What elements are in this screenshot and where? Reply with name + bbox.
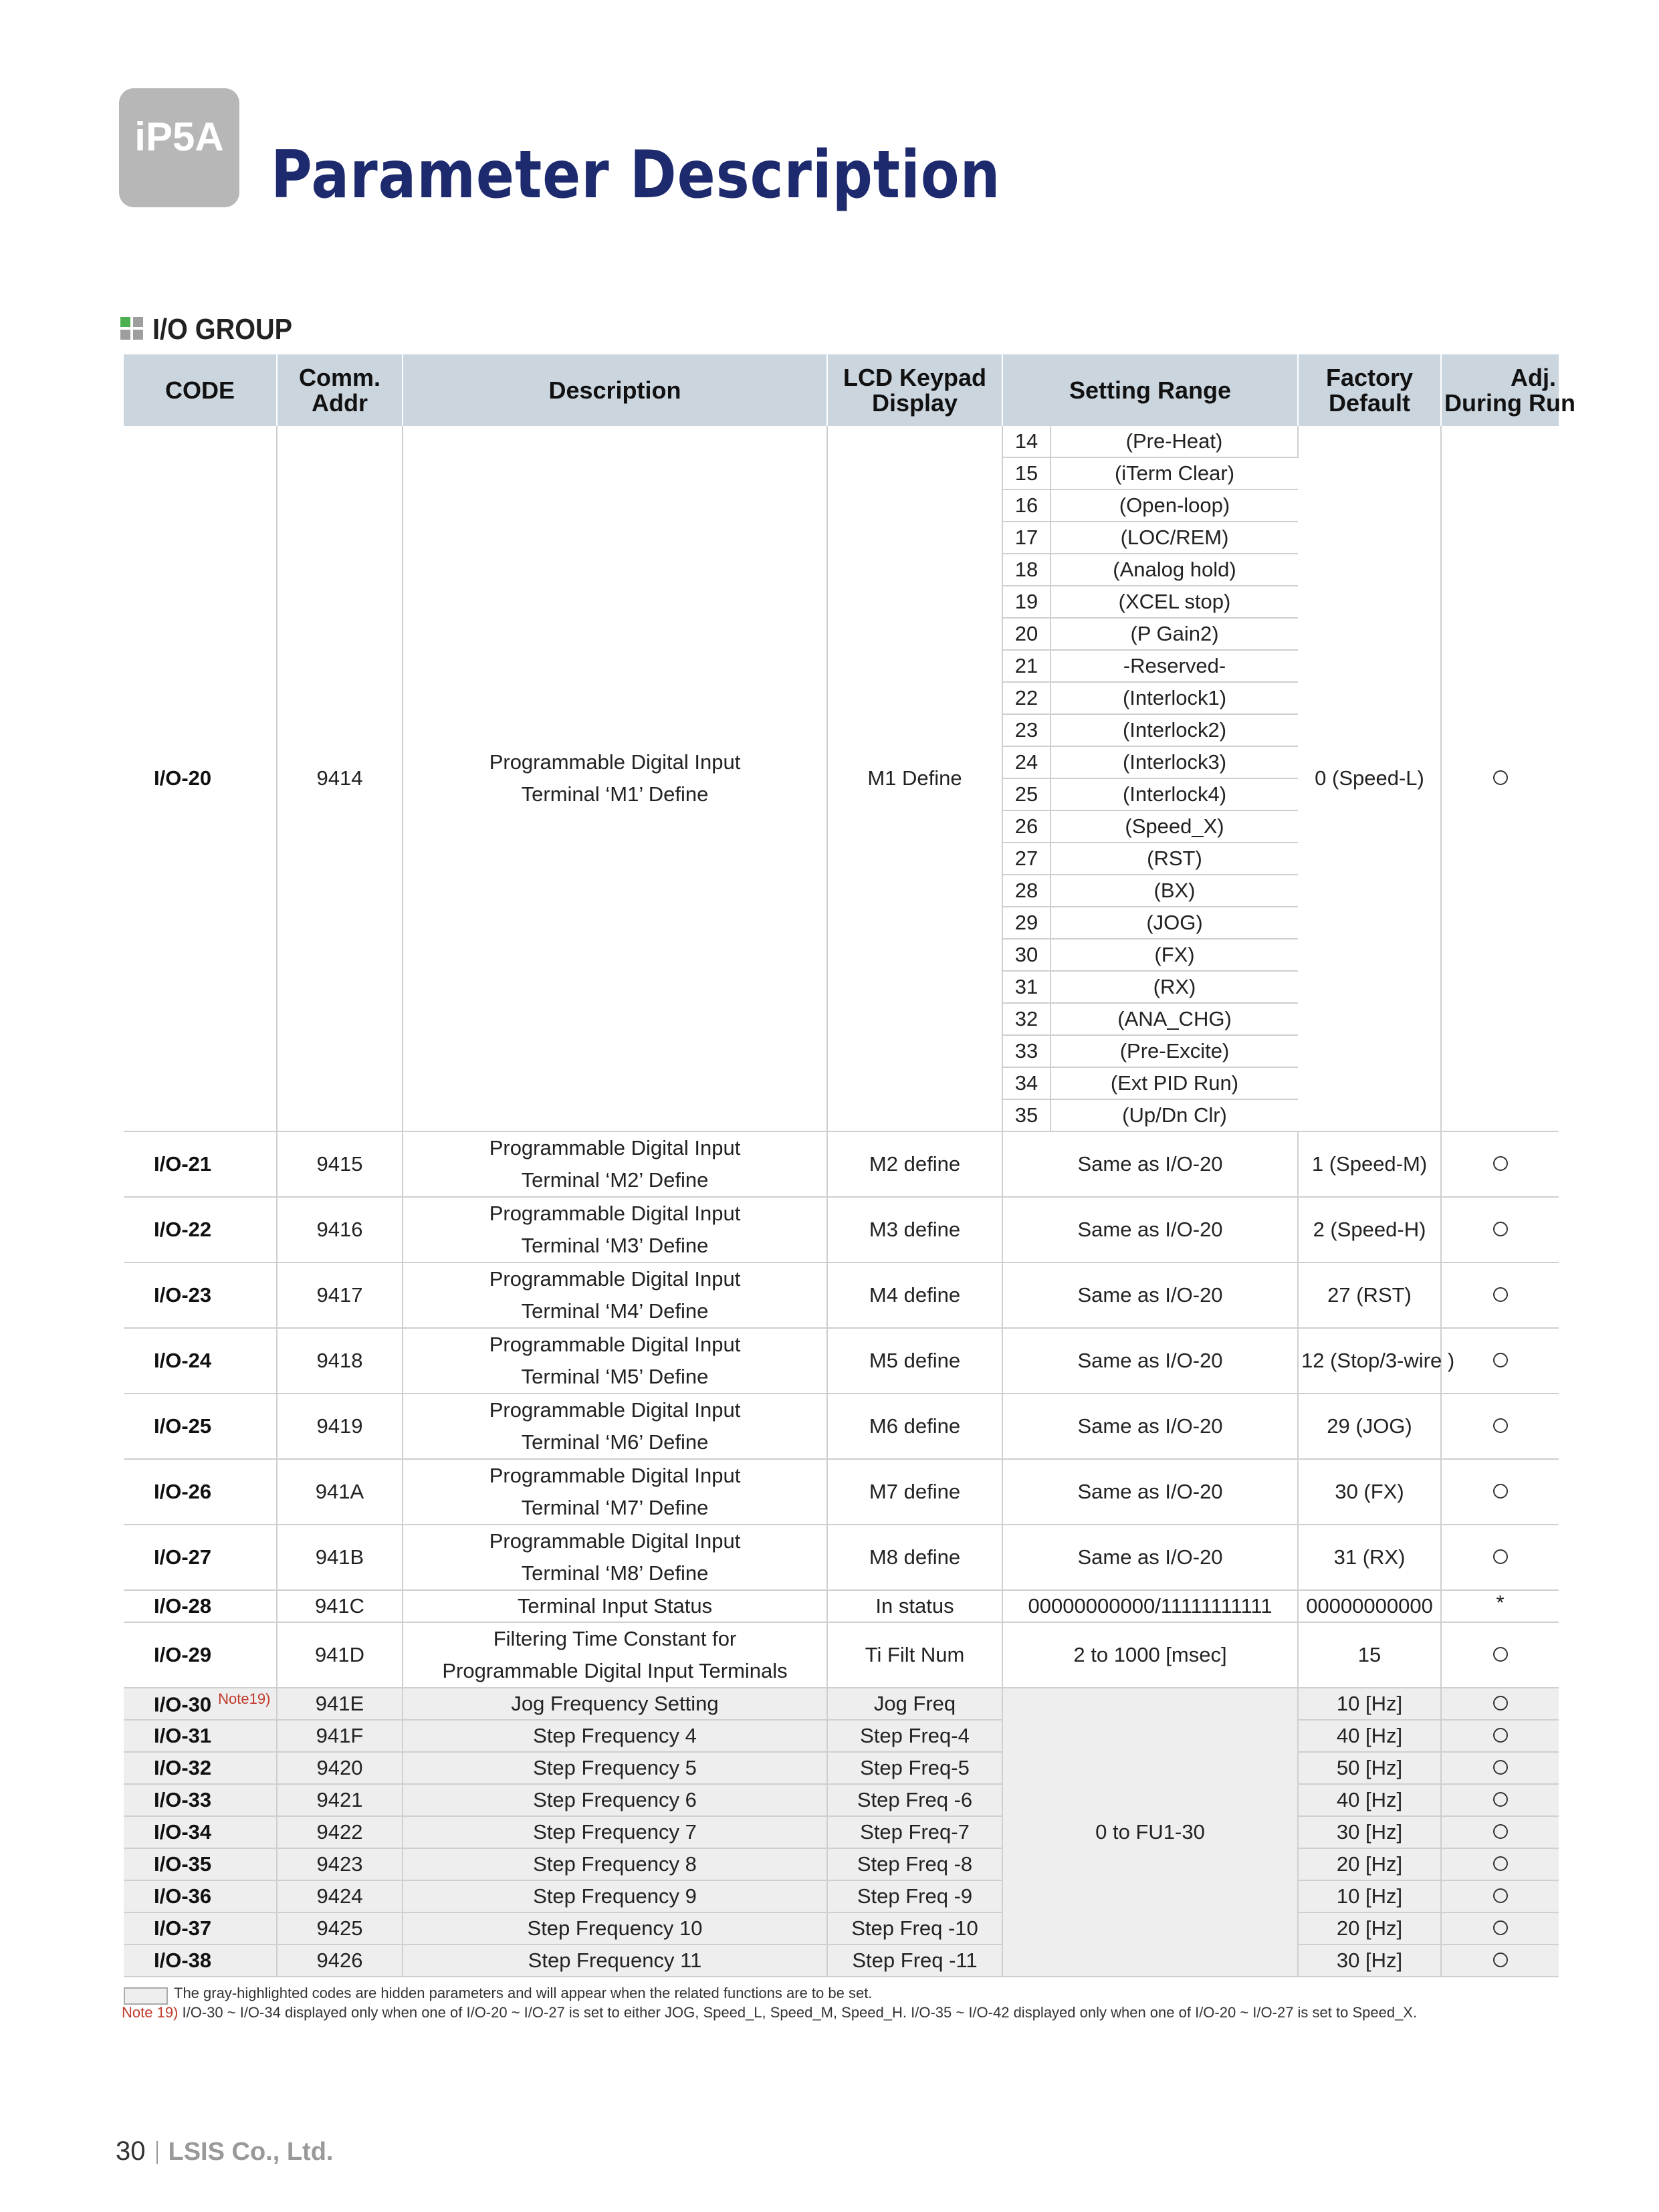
circle-icon xyxy=(1493,1728,1508,1743)
legend-swatch xyxy=(124,1987,168,2005)
cell-adj: * xyxy=(1441,1590,1559,1622)
cell-description: Programmable Digital Input Terminal ‘M4’ Define xyxy=(403,1262,827,1328)
table-row xyxy=(124,1590,1559,1622)
cell-lcd: M3 define xyxy=(827,1197,1002,1262)
cell-addr: 941C xyxy=(277,1590,403,1622)
cell-code: I/O-37 xyxy=(124,1912,277,1945)
circle-icon xyxy=(1493,1418,1508,1433)
option-value: (RX) xyxy=(1050,971,1298,1003)
cell-lcd: Jog Freq xyxy=(827,1688,1002,1720)
cell-adj xyxy=(1441,1262,1559,1328)
cell-factory: 1 (Speed-M) xyxy=(1298,1131,1441,1197)
option-value: (iTerm Clear) xyxy=(1050,457,1298,489)
option-value: (Pre-Heat) xyxy=(1050,426,1298,457)
option-value: (Interlock1) xyxy=(1050,682,1298,714)
option-number: 35 xyxy=(1002,1099,1050,1131)
cell-code: I/O-21 xyxy=(124,1131,277,1197)
option-value: (LOC/REM) xyxy=(1050,522,1298,554)
circle-icon xyxy=(1493,1696,1508,1710)
table-row xyxy=(124,1328,1559,1394)
cell-range: Same as I/O-20 xyxy=(1002,1197,1298,1262)
cell-lcd: Step Freq-7 xyxy=(827,1816,1002,1848)
cell-factory: 2 (Speed-H) xyxy=(1298,1197,1441,1262)
cell-range: Same as I/O-20 xyxy=(1002,1328,1298,1394)
table-row xyxy=(124,1816,1559,1848)
option-value: (Analog hold) xyxy=(1050,554,1298,586)
cell-range: Same as I/O-20 xyxy=(1002,1394,1298,1459)
option-number: 16 xyxy=(1002,489,1050,522)
cell-adj xyxy=(1441,1622,1559,1688)
cell-addr: 9414 xyxy=(277,426,403,1131)
circle-icon xyxy=(1493,1824,1508,1839)
circle-icon xyxy=(1493,1484,1508,1499)
cell-addr: 941E xyxy=(277,1688,403,1720)
circle-icon xyxy=(1493,1156,1508,1171)
circle-icon xyxy=(1493,1353,1508,1367)
header-factory-default: Factory Default xyxy=(1298,354,1441,426)
cell-description: Jog Frequency Setting xyxy=(403,1688,827,1720)
option-number: 30 xyxy=(1002,939,1050,971)
header-setting-range: Setting Range xyxy=(1002,354,1298,426)
cell-addr: 9426 xyxy=(277,1945,403,1977)
parameter-table xyxy=(124,354,1575,1977)
cell-adj xyxy=(1441,1816,1559,1848)
cell-factory: 30 (FX) xyxy=(1298,1459,1441,1525)
table-row xyxy=(124,1912,1559,1945)
cell-description: Terminal Input Status xyxy=(403,1590,827,1622)
cell-code: I/O-24 xyxy=(124,1328,277,1394)
option-number: 31 xyxy=(1002,971,1050,1003)
option-value: (Interlock2) xyxy=(1050,714,1298,746)
option-value: (Interlock3) xyxy=(1050,746,1298,778)
cell-adj xyxy=(1441,1752,1559,1784)
footnote xyxy=(122,2004,1417,2021)
cell-factory: 30 [Hz] xyxy=(1298,1945,1441,1977)
cell-range: Same as I/O-20 xyxy=(1002,1525,1298,1590)
cell-lcd: Step Freq -11 xyxy=(827,1945,1002,1977)
cell-lcd: In status xyxy=(827,1590,1002,1622)
cell-lcd: Step Freq-5 xyxy=(827,1752,1002,1784)
cell-factory: 00000000000 xyxy=(1298,1590,1441,1622)
cell-addr: 941F xyxy=(277,1720,403,1752)
cell-description: Step Frequency 5 xyxy=(403,1752,827,1784)
cell-description: Programmable Digital Input Terminal ‘M6’ Define xyxy=(403,1394,827,1459)
circle-icon xyxy=(1493,1647,1508,1662)
cell-description: Step Frequency 7 xyxy=(403,1816,827,1848)
cell-code: I/O-28 xyxy=(124,1590,277,1622)
option-number: 24 xyxy=(1002,746,1050,778)
cell-lcd: M7 define xyxy=(827,1459,1002,1525)
option-value: (JOG) xyxy=(1050,907,1298,939)
table-header xyxy=(124,354,1559,426)
cell-code: I/O-22 xyxy=(124,1197,277,1262)
header-lcd: LCD Keypad Display xyxy=(827,354,1002,426)
legend-text: The gray-highlighted codes are hidden parameters and will appear when the related functions are to be set. xyxy=(174,1985,873,2001)
cell-description: Programmable Digital Input Terminal ‘M3’ Define xyxy=(403,1197,827,1262)
table-row xyxy=(124,1525,1559,1590)
cell-lcd: M2 define xyxy=(827,1131,1002,1197)
cell-description: Step Frequency 10 xyxy=(403,1912,827,1945)
option-value: (ANA_CHG) xyxy=(1050,1003,1298,1035)
option-number: 17 xyxy=(1002,522,1050,554)
option-number: 20 xyxy=(1002,618,1050,650)
cell-code: I/O-30 $^{Note19)}$ xyxy=(124,1688,277,1720)
cell-adj xyxy=(1441,1688,1559,1720)
option-value: (Pre-Excite) xyxy=(1050,1035,1298,1067)
cell-code: I/O-35 xyxy=(124,1848,277,1880)
option-number: 26 xyxy=(1002,810,1050,843)
cell-code: I/O-23 xyxy=(124,1262,277,1328)
option-number: 28 xyxy=(1002,875,1050,907)
circle-icon xyxy=(1493,1953,1508,1967)
table-row xyxy=(124,1752,1559,1784)
cell-lcd: M5 define xyxy=(827,1328,1002,1394)
cell-lcd: Step Freq -6 xyxy=(827,1784,1002,1816)
cell-lcd: Step Freq-4 xyxy=(827,1720,1002,1752)
cell-range: Same as I/O-20 xyxy=(1002,1131,1298,1197)
table-row xyxy=(124,1720,1559,1752)
option-number: 33 xyxy=(1002,1035,1050,1067)
cell-description: Programmable Digital Input Terminal ‘M2’ Define xyxy=(403,1131,827,1197)
cell-factory: 0 (Speed-L) xyxy=(1298,426,1441,1131)
footnote-label: Note 19) xyxy=(122,2004,179,2021)
cell-factory: 10 [Hz] xyxy=(1298,1880,1441,1912)
circle-icon xyxy=(1493,1760,1508,1775)
page-footer xyxy=(116,2136,333,2167)
cell-description: Programmable Digital Input Terminal ‘M1’ Define xyxy=(403,426,827,1131)
cell-description: Programmable Digital Input Terminal ‘M7’ Define xyxy=(403,1459,827,1525)
cell-description: Programmable Digital Input Terminal ‘M5’ Define xyxy=(403,1328,827,1394)
circle-icon xyxy=(1493,1549,1508,1564)
cell-addr: 9417 xyxy=(277,1262,403,1328)
cell-adj xyxy=(1441,1848,1559,1880)
cell-adj xyxy=(1441,1197,1559,1262)
cell-range: 2 to 1000 [msec] xyxy=(1002,1622,1298,1688)
option-number: 15 xyxy=(1002,457,1050,489)
cell-addr: 9422 xyxy=(277,1816,403,1848)
cell-addr: 9415 xyxy=(277,1131,403,1197)
cell-description: Programmable Digital Input Terminal ‘M8’ Define xyxy=(403,1525,827,1590)
circle-icon xyxy=(1493,1792,1508,1807)
cell-factory: 29 (JOG) xyxy=(1298,1394,1441,1459)
option-number: 19 xyxy=(1002,586,1050,618)
section-grid-icon xyxy=(120,317,144,341)
cell-factory: 40 [Hz] xyxy=(1298,1784,1441,1816)
cell-adj xyxy=(1441,1912,1559,1945)
cell-addr: 9425 xyxy=(277,1912,403,1945)
option-value: (Up/Dn Clr) xyxy=(1050,1099,1298,1131)
option-number: 23 xyxy=(1002,714,1050,746)
header-code: CODE xyxy=(124,354,277,426)
cell-addr: 9421 xyxy=(277,1784,403,1816)
header-adj: Adj. During Run xyxy=(1441,354,1559,426)
option-value: (RST) xyxy=(1050,843,1298,875)
table-row xyxy=(124,1784,1559,1816)
cell-adj xyxy=(1441,1394,1559,1459)
option-number: 34 xyxy=(1002,1067,1050,1099)
option-value: (Open-loop) xyxy=(1050,489,1298,522)
cell-code: I/O-36 xyxy=(124,1880,277,1912)
option-number: 25 xyxy=(1002,778,1050,810)
cell-addr: 9420 xyxy=(277,1752,403,1784)
table-row xyxy=(124,1459,1559,1525)
table-row xyxy=(124,1197,1559,1262)
cell-adj xyxy=(1441,1720,1559,1752)
cell-range: 00000000000/11111111111 xyxy=(1002,1590,1298,1622)
cell-adj xyxy=(1441,1131,1559,1197)
circle-icon xyxy=(1493,1287,1508,1302)
cell-code: I/O-38 xyxy=(124,1945,277,1977)
cell-adj xyxy=(1441,1328,1559,1394)
cell-factory: 12 (Stop/3-wire ) xyxy=(1298,1328,1441,1394)
product-badge: iP5A xyxy=(119,88,239,207)
cell-code: I/O-34 xyxy=(124,1816,277,1848)
cell-factory: 30 [Hz] xyxy=(1298,1816,1441,1848)
page-number: 30 xyxy=(116,2136,146,2166)
option-value: (XCEL stop) xyxy=(1050,586,1298,618)
page-title: Parameter Description xyxy=(271,137,1001,213)
circle-icon xyxy=(1493,770,1508,785)
option-value: (Ext PID Run) xyxy=(1050,1067,1298,1099)
cell-addr: 941A xyxy=(277,1459,403,1525)
cell-description: Step Frequency 6 xyxy=(403,1784,827,1816)
cell-description: Filtering Time Constant for Programmable Digital Input Terminals xyxy=(403,1622,827,1688)
cell-factory: 15 xyxy=(1298,1622,1441,1688)
cell-description: Step Frequency 9 xyxy=(403,1880,827,1912)
cell-code: I/O-27 xyxy=(124,1525,277,1590)
cell-lcd: M1 Define xyxy=(827,426,1002,1131)
cell-range: Same as I/O-20 xyxy=(1002,1459,1298,1525)
option-number: 18 xyxy=(1002,554,1050,586)
cell-addr: 9416 xyxy=(277,1197,403,1262)
cell-code: I/O-26 xyxy=(124,1459,277,1525)
cell-adj xyxy=(1441,1459,1559,1525)
option-number: 27 xyxy=(1002,843,1050,875)
cell-adj xyxy=(1441,1525,1559,1590)
cell-lcd: M8 define xyxy=(827,1525,1002,1590)
table-row xyxy=(124,1848,1559,1880)
option-value: (P Gain2) xyxy=(1050,618,1298,650)
circle-icon xyxy=(1493,1222,1508,1236)
note-tag: Note19) xyxy=(218,1690,271,1708)
cell-adj xyxy=(1441,1784,1559,1816)
option-number: 21 xyxy=(1002,650,1050,682)
table-row xyxy=(124,426,1559,457)
cell-factory: 40 [Hz] xyxy=(1298,1720,1441,1752)
cell-code: I/O-31 xyxy=(124,1720,277,1752)
option-number: 14 xyxy=(1002,426,1050,457)
cell-adj xyxy=(1441,426,1559,1131)
table-row xyxy=(124,1688,1559,1720)
cell-code: I/O-32 xyxy=(124,1752,277,1784)
option-value: (Speed_X) xyxy=(1050,810,1298,843)
cell-adj xyxy=(1441,1945,1559,1977)
cell-description: Step Frequency 4 xyxy=(403,1720,827,1752)
circle-icon xyxy=(1493,1920,1508,1935)
cell-factory: 20 [Hz] xyxy=(1298,1912,1441,1945)
cell-code: I/O-25 xyxy=(124,1394,277,1459)
option-value: -Reserved- xyxy=(1050,650,1298,682)
cell-code: I/O-29 xyxy=(124,1622,277,1688)
option-value: (FX) xyxy=(1050,939,1298,971)
table-row xyxy=(124,1262,1559,1328)
table-row xyxy=(124,1622,1559,1688)
cell-addr: 9424 xyxy=(277,1880,403,1912)
circle-icon xyxy=(1493,1888,1508,1903)
cell-code: I/O-20 xyxy=(124,426,277,1131)
table-row xyxy=(124,1880,1559,1912)
cell-lcd: M6 define xyxy=(827,1394,1002,1459)
cell-adj xyxy=(1441,1880,1559,1912)
cell-lcd: Step Freq -10 xyxy=(827,1912,1002,1945)
cell-factory: 20 [Hz] xyxy=(1298,1848,1441,1880)
cell-range: 0 to FU1-30 xyxy=(1002,1688,1298,1977)
option-number: 32 xyxy=(1002,1003,1050,1035)
cell-addr: 941B xyxy=(277,1525,403,1590)
cell-addr: 9423 xyxy=(277,1848,403,1880)
table-row xyxy=(124,1131,1559,1197)
cell-code: I/O-33 xyxy=(124,1784,277,1816)
section-title: I/O GROUP xyxy=(152,313,293,346)
cell-description: Step Frequency 8 xyxy=(403,1848,827,1880)
cell-lcd: Step Freq -9 xyxy=(827,1880,1002,1912)
table-row xyxy=(124,1945,1559,1977)
circle-icon xyxy=(1493,1856,1508,1871)
option-number: 29 xyxy=(1002,907,1050,939)
cell-factory: 10 [Hz] xyxy=(1298,1688,1441,1720)
option-value: (Interlock4) xyxy=(1050,778,1298,810)
cell-lcd: Ti Filt Num xyxy=(827,1622,1002,1688)
header-comm-addr: Comm. Addr xyxy=(277,354,403,426)
cell-lcd: M4 define xyxy=(827,1262,1002,1328)
option-value: (BX) xyxy=(1050,875,1298,907)
cell-addr: 941D xyxy=(277,1622,403,1688)
cell-addr: 9419 xyxy=(277,1394,403,1459)
option-number: 22 xyxy=(1002,682,1050,714)
cell-factory: 50 [Hz] xyxy=(1298,1752,1441,1784)
cell-factory: 27 (RST) xyxy=(1298,1262,1441,1328)
footnote-text: I/O-30 ~ I/O-34 displayed only when one of I/O-20 ~ I/O-27 is set to either JOG, Speed_L, Speed_M, Speed_H. I/O-35 ~ I/O-42 displayed only when one of I/O-20 ~ I/O-27 is set to Speed_X. xyxy=(178,2004,1418,2021)
cell-range: Same as I/O-20 xyxy=(1002,1262,1298,1328)
cell-description: Step Frequency 11 xyxy=(403,1945,827,1977)
cell-addr: 9418 xyxy=(277,1328,403,1394)
table-row xyxy=(124,1394,1559,1459)
cell-lcd: Step Freq -8 xyxy=(827,1848,1002,1880)
cell-factory: 31 (RX) xyxy=(1298,1525,1441,1590)
company-name: LSIS Co., Ltd. xyxy=(168,2138,334,2166)
header-description: Description xyxy=(403,354,827,426)
